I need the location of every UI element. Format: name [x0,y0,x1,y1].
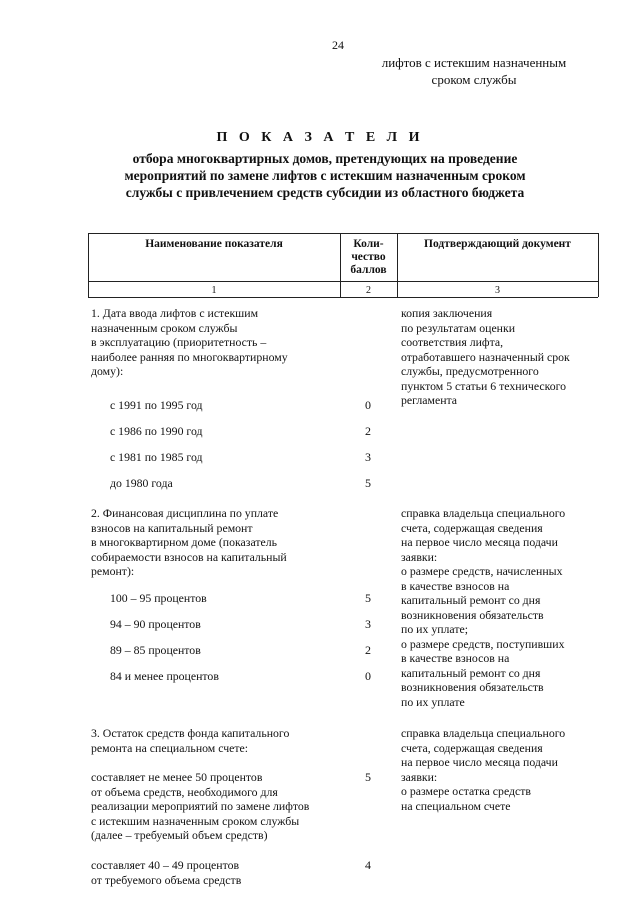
column-header-points-line: чество [351,251,386,263]
column-header-points-line: баллов [350,264,387,276]
row-label: с 1986 по 1990 год [110,424,203,438]
row-points: 5 [365,770,371,784]
document-subtitle [90,150,560,201]
document-line: соответствия лифта, [401,335,504,349]
row-label-line: составляет не менее 50 процентов [91,770,263,784]
row-label: до 1980 года [110,476,173,490]
row-label-line: (далее – требуемый объем средств) [91,828,268,842]
row-points: 5 [365,476,371,490]
row-points: 2 [365,643,371,657]
row-points: 4 [365,858,371,872]
column-number: 2 [366,285,371,296]
table-border-top [88,233,598,234]
row-points: 0 [365,669,371,683]
document-line: капитальный ремонт со дня [401,665,541,680]
row-label: 89 – 85 процентов [110,643,201,657]
row-label [91,770,309,843]
document-line: по их уплате; [401,622,469,636]
section-title-line: в многоквартирном доме (показатель [91,535,278,549]
document-line: на первое число месяца подачи [401,755,558,769]
subtitle-line: отбора многоквартирных домов, претендующих на проведение [132,151,518,166]
row-label: с 1991 по 1995 год [110,398,203,412]
row-label-line: реализации мероприятий по замене лифтов [91,799,310,813]
column-header-document: Подтверждающий документ [424,238,571,250]
section-title-line: 1. Дата ввода лифтов с истекшим [91,306,259,320]
row-points: 3 [365,450,371,464]
supporting-document [401,506,565,709]
row-points: 2 [365,424,371,438]
document-line: о размере остатка средств [401,784,531,798]
document-line: по результатам оценки [401,320,516,335]
document-line: в качестве взносов на [401,651,510,665]
supporting-document [401,726,565,813]
document-line: возникновения обязательств [401,680,544,694]
document-line: о размере средств, начисленных [401,564,563,578]
table-number-row-divider [88,297,598,298]
row-label [91,858,241,887]
row-label: 100 – 95 процентов [110,591,207,605]
document-line: счета, содержащая сведения [401,520,543,535]
document-title: П О К А З А Т Е Л И [216,130,424,145]
document-line: на первое число месяца подачи [401,535,558,549]
section-title [91,726,289,755]
document-line: по их уплате [401,694,465,709]
section-title-line: дому): [91,364,124,378]
row-label-line: с истекшим назначенным сроком службы [91,813,300,828]
document-line: справка владельца специального [401,506,566,520]
document-line: возникновения обязательств [401,607,544,622]
supporting-document [401,306,570,408]
column-header-points-line: Коли- [353,238,384,250]
document-line: заявки: [401,769,438,784]
header-note-line: лифтов с истекшим назначенным [381,55,567,70]
subtitle-line: службы с привлечением средств субсидии из областного бюджета [125,185,525,200]
column-number: 1 [211,285,217,296]
section-title-line: 2. Финансовая дисциплина по уплате [91,506,279,520]
document-line: о размере средств, поступивших [401,636,565,651]
row-label: 84 и менее процентов [110,669,219,683]
section-title-line: назначенным сроком службы [91,320,238,335]
document-line: на специальном счете [401,798,511,813]
document-line: заявки: [401,549,438,564]
section-title-line: взносов на капитальный ремонт [91,520,253,535]
document-line: в качестве взносов на [401,578,510,593]
row-points: 0 [365,398,371,412]
section-title-line: ремонта на специальном счете: [91,740,249,755]
document-line: регламента [401,393,458,407]
row-label-line: от требуемого объема средств [91,872,242,887]
section-title-line: в эксплуатацию (приоритетность – [91,335,267,349]
document-line: счета, содержащая сведения [401,740,543,755]
document-line: службы, предусмотренного [401,364,539,378]
row-label-line: от объема средств, необходимого для [91,784,278,799]
row-label-line: составляет 40 – 49 процентов [91,858,240,872]
table-border-right [598,233,599,297]
column-header-points [340,238,397,277]
column-number: 3 [495,285,500,296]
table-header-divider [88,281,598,282]
section-title [91,306,288,379]
document-line: капитальный ремонт со дня [401,593,541,607]
row-points: 5 [365,591,371,605]
subtitle-line: мероприятий по замене лифтов с истекшим назначенным сроком [124,168,526,183]
row-label: 94 – 90 процентов [110,617,201,631]
header-note [340,54,608,88]
header-note-line: сроком службы [431,72,517,87]
row-points: 3 [365,617,371,631]
document-line: копия заключения [401,306,493,320]
document-line: пунктом 5 статьи 6 технического [401,378,567,393]
section-title [91,506,287,579]
page-number: 24 [332,38,344,52]
column-header-name: Наименование показателя [145,238,283,250]
section-title-line: собираемости взносов на капитальный [91,549,287,564]
section-title-line: ремонт): [91,564,135,578]
document-line: справка владельца специального [401,726,566,740]
document-line: отработавшего назначенный срок [401,349,570,364]
row-label: с 1981 по 1985 год [110,450,203,464]
section-title-line: 3. Остаток средств фонда капитального [91,726,290,740]
section-title-line: наиболее ранняя по многоквартирному [91,349,288,364]
